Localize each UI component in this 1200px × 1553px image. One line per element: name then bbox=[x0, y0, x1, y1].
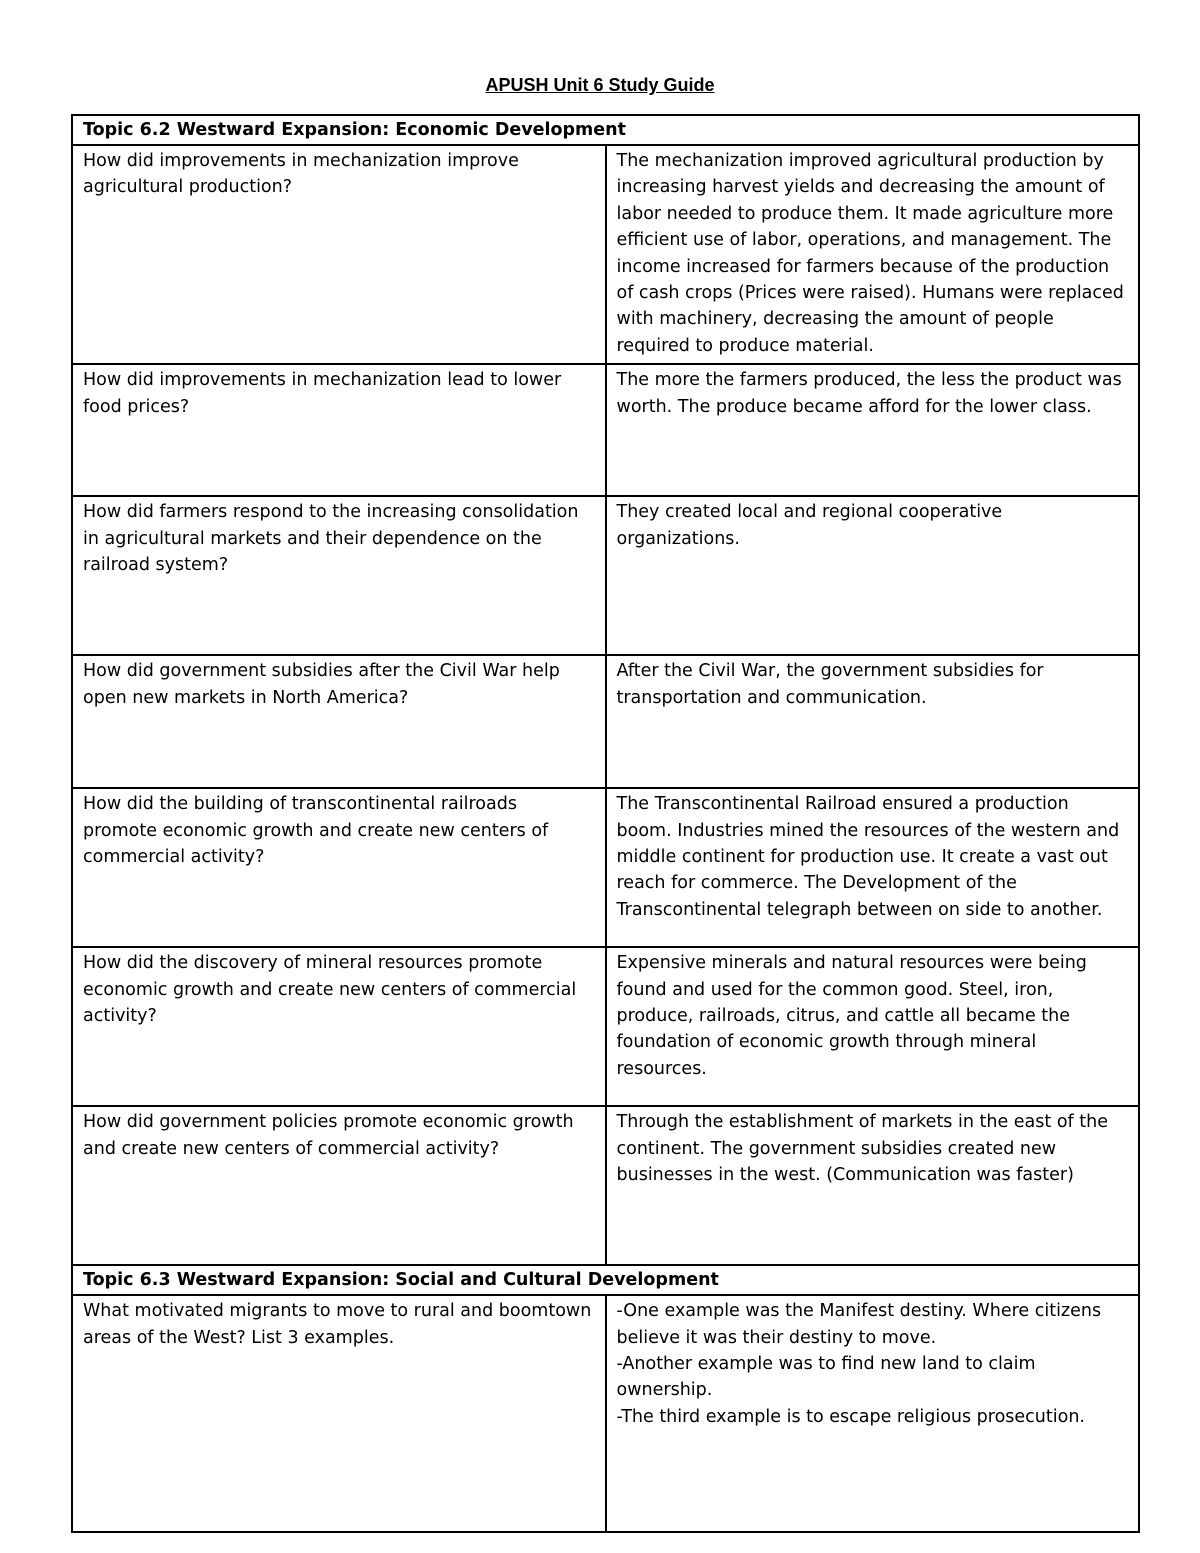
answer-cell bbox=[606, 1295, 1140, 1532]
answer-cell: They created local and regional cooperative organizations. bbox=[606, 496, 1140, 655]
question-cell: How did government policies promote economic growth and create new centers of commercial activity? bbox=[72, 1106, 606, 1265]
document-title: APUSH Unit 6 Study Guide bbox=[485, 75, 715, 95]
topic-heading: Topic 6.2 Westward Expansion: Economic Development bbox=[72, 115, 1139, 145]
answer-line: -Another example was to find new land to claim ownership. bbox=[616, 1354, 1036, 1401]
question-cell: How did the building of transcontinental railroads promote economic growth and create new centers of commercial activity? bbox=[72, 788, 606, 947]
answer-cell: Through the establishment of markets in the east of the continent. The government subsidies created new businesses in the west. (Communication was faster) bbox=[606, 1106, 1140, 1265]
answer-line: -One example was the Manifest destiny. Where citizens believe it was their destiny to move. bbox=[616, 1301, 1102, 1348]
answer-cell: The mechanization improved agricultural production by increasing harvest yields and decreasing the amount of labor needed to produce them. It made agriculture more efficient use of labor, operations, and management. The income increased for farmers because of the production of cash crops (Prices were raised). Humans were replaced with machinery, decreasing the amount of people required to produce material. bbox=[606, 145, 1140, 364]
topic-heading: Topic 6.3 Westward Expansion: Social and Cultural Development bbox=[72, 1265, 1139, 1295]
table-row bbox=[72, 145, 1139, 364]
topic-header-row bbox=[72, 115, 1139, 145]
question-cell: How did government subsidies after the Civil War help open new markets in North America? bbox=[72, 655, 606, 788]
question-cell: How did the discovery of mineral resources promote economic growth and create new centers of commercial activity? bbox=[72, 947, 606, 1106]
study-guide-table bbox=[71, 114, 1140, 1533]
question-cell: How did improvements in mechanization improve agricultural production? bbox=[72, 145, 606, 364]
question-cell: What motivated migrants to move to rural and boomtown areas of the West? List 3 examples. bbox=[72, 1295, 606, 1532]
answer-cell: The more the farmers produced, the less the product was worth. The produce became afford for the lower class. bbox=[606, 364, 1140, 496]
answer-line: -The third example is to escape religious prosecution. bbox=[616, 1406, 1085, 1427]
answer-cell: Expensive minerals and natural resources were being found and used for the common good. Steel, iron, produce, railroads, citrus, and cattle all became the foundation of economic growth through mineral resources. bbox=[606, 947, 1140, 1106]
table-row bbox=[72, 947, 1139, 1106]
table-row bbox=[72, 364, 1139, 496]
table-row bbox=[72, 788, 1139, 947]
answer-cell: After the Civil War, the government subsidies for transportation and communication. bbox=[606, 655, 1140, 788]
topic-header-row bbox=[72, 1265, 1139, 1295]
question-cell: How did farmers respond to the increasing consolidation in agricultural markets and their dependence on the railroad system? bbox=[72, 496, 606, 655]
question-cell: How did improvements in mechanization lead to lower food prices? bbox=[72, 364, 606, 496]
table-row bbox=[72, 496, 1139, 655]
table-row bbox=[72, 655, 1139, 788]
answer-cell: The Transcontinental Railroad ensured a production boom. Industries mined the resources of the western and middle continent for production use. It create a vast out reach for commerce. The Development of the Transcontinental telegraph between on side to another. bbox=[606, 788, 1140, 947]
table-row bbox=[72, 1295, 1139, 1532]
table-row bbox=[72, 1106, 1139, 1265]
